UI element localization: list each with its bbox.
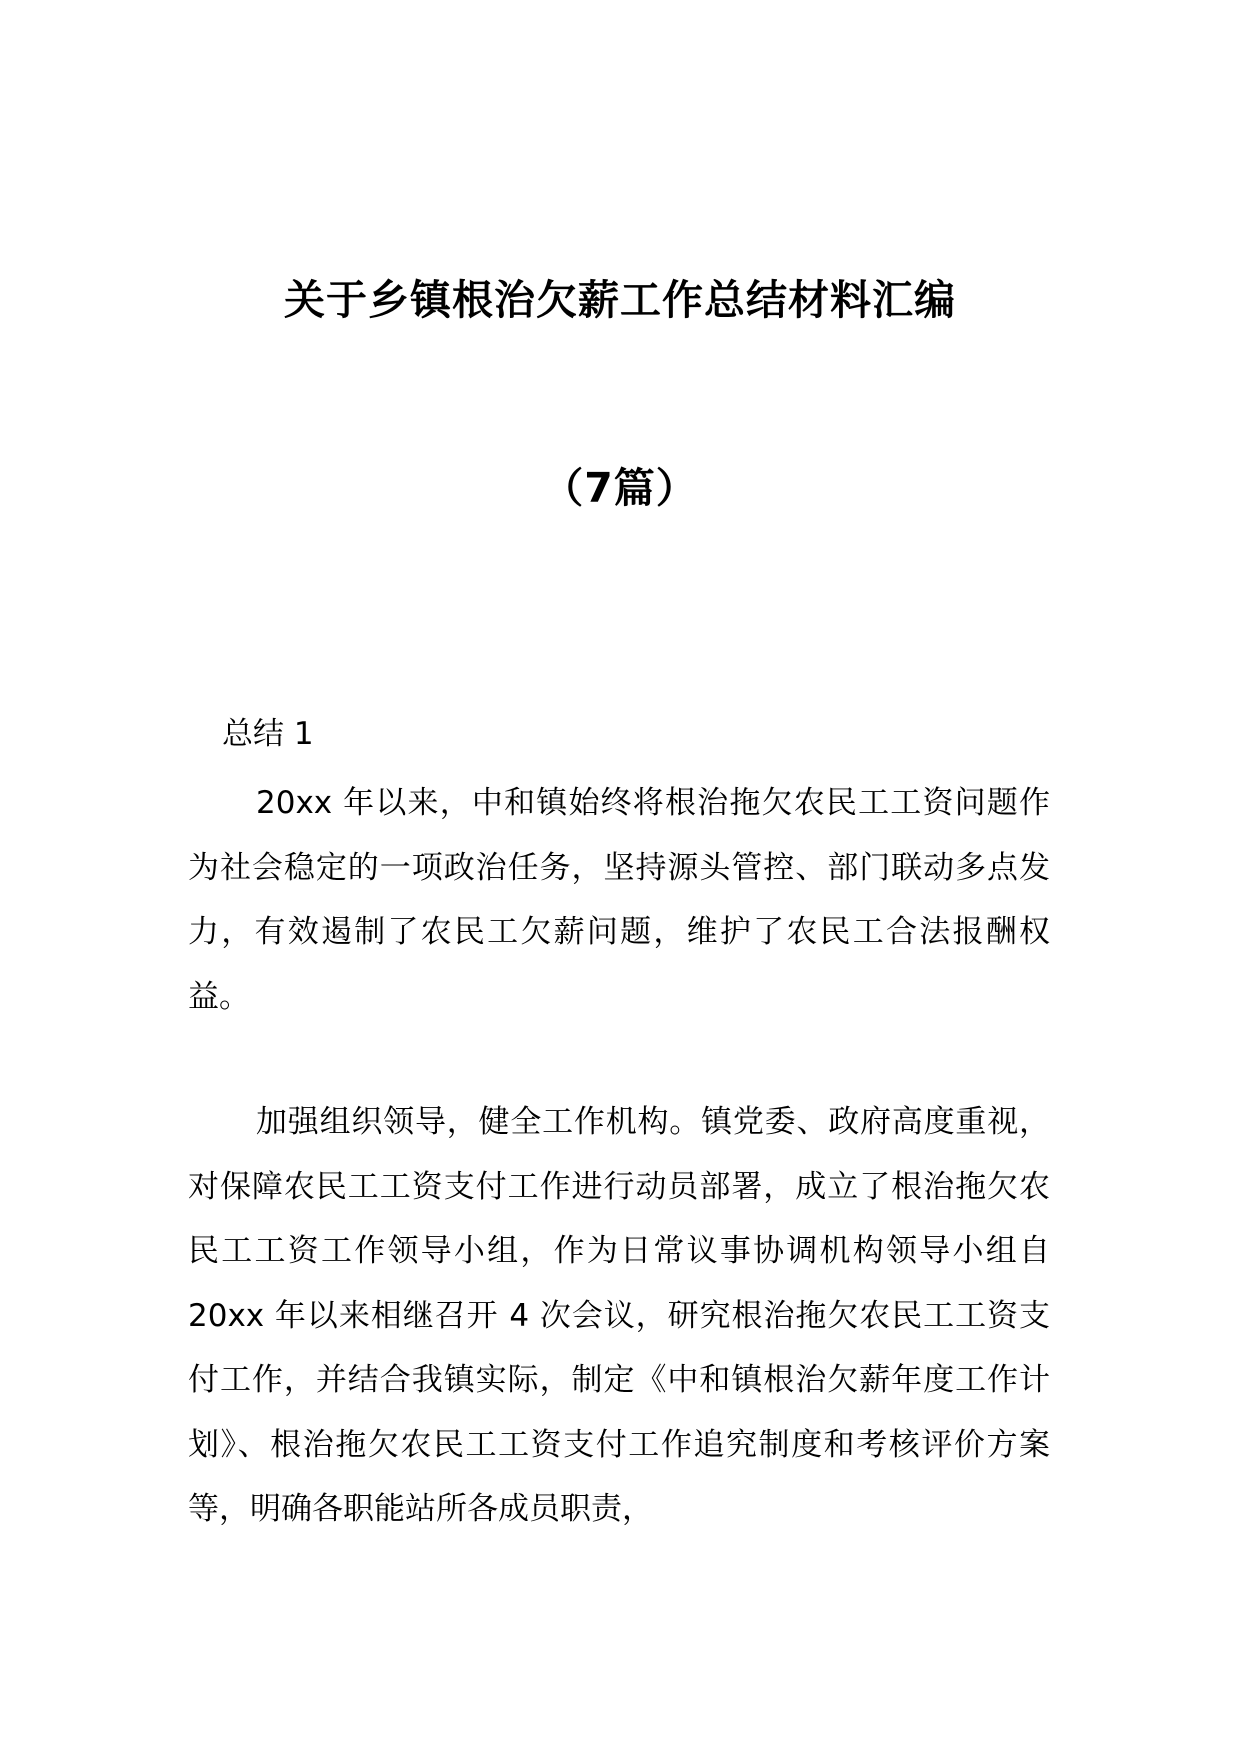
paragraph-organization: 加强组织领导，健全工作机构。镇党委、政府高度重视，对保障农民工工资支付工作进行动员部署，成立了根治拖欠农民工工资工作领导小组，作为日常议事协调机构领导小组自 20xx 年以来相继召开 4 次会议，研究根治拖欠农民工工资支付工作，并结合我镇实际，制定《中和镇根治欠薪年度工作计划》、根治拖欠农民工工资支付工作追究制度和考核评价方案等，明确各职能站所各成员职责， xyxy=(188,1104,1050,1527)
document-title: 关于乡镇根治欠薪工作总结材料汇编 xyxy=(284,276,956,324)
paragraph-intro: 20xx 年以来，中和镇始终将根治拖欠农民工工资问题作为社会稳定的一项政治任务，坚持源头管控、部门联动多点发力，有效遏制了农民工欠薪问题，维护了农民工合法报酬权益。 xyxy=(188,785,1050,1015)
section-label: 总结 1 xyxy=(222,716,314,752)
document-subtitle: （7篇） xyxy=(542,464,698,512)
